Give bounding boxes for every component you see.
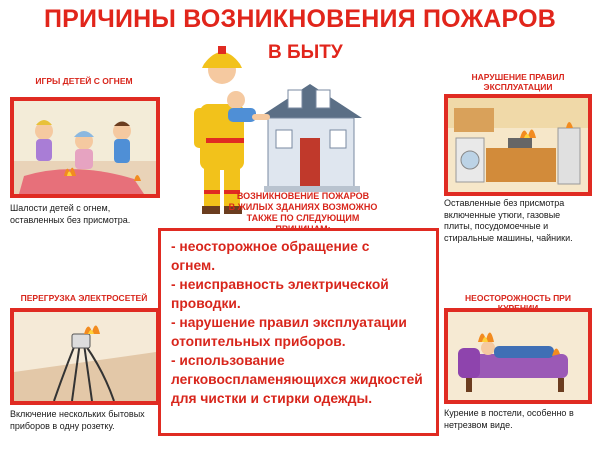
- panel-top-left-title: ИГРЫ ДЕТЕЙ С ОГНЕМ: [35, 76, 133, 86]
- panel-top-left-caption-line: оставленных без присмотра.: [10, 214, 131, 225]
- panel-bottom-right-caption-line: нетрезвом виде.: [444, 419, 513, 430]
- overloaded-socket-illustration: [14, 312, 156, 401]
- house-roof: [258, 84, 362, 118]
- panel-top-right-image: [444, 94, 592, 196]
- panel-top-right-caption-line: Оставленные без присмотра: [444, 198, 565, 208]
- causes-list-line: - использование: [171, 353, 285, 368]
- panel-bottom-right-title: НЕОСТОРОЖНОСТЬ ПРИ: [465, 293, 571, 303]
- panel-top-right-caption-line: включенные утюги, газовые: [444, 209, 561, 220]
- panel-top-left-caption-line: Шалости детей с огнем,: [10, 203, 111, 213]
- children-playing-with-fire-illustration: [14, 101, 156, 194]
- causes-list-line: огнем.: [171, 258, 216, 273]
- panel-bottom-right-image: [444, 308, 592, 404]
- causes-list-line: для чистки и стирки одежды.: [171, 391, 373, 406]
- panel-bottom-right-caption-line: Курение в постели, особенно в: [444, 408, 574, 418]
- panel-bottom-left-image: [10, 308, 160, 405]
- panel-top-left-image: [10, 97, 160, 198]
- causes-list-line: - нарушение правил эксплуатации: [171, 315, 407, 330]
- page-title: ПРИЧИНЫ ВОЗНИКНОВЕНИЯ ПОЖАРОВ: [44, 5, 556, 33]
- child-body: [228, 108, 256, 122]
- kitchen-appliances-fire-illustration: [448, 98, 588, 192]
- panel-bottom-left-title: ПЕРЕГРУЗКА ЭЛЕКТРОСЕТЕЙ: [20, 293, 148, 303]
- causes-list-line: легковоспламеняющихся жидкостей: [171, 372, 423, 387]
- panel-top-right-caption-line: стиральные машины, чайники.: [444, 232, 573, 243]
- panel-bottom-left-caption-line: Включение нескольких бытовых: [10, 409, 145, 419]
- panel-top-right-title-line: НАРУШЕНИЕ ПРАВИЛ ЭКСПЛУАТАЦИИ: [471, 72, 565, 92]
- house-door: [300, 138, 320, 188]
- causes-list-line: - неосторожное обращение с: [171, 239, 370, 254]
- causes-list-box: [158, 228, 439, 436]
- smoking-in-bed-illustration: [448, 312, 588, 400]
- causes-list-line: - неисправность электрической: [171, 277, 389, 292]
- center-heading-line: ТАКЖЕ ПО СЛЕДУЮЩИМ: [246, 213, 360, 223]
- center-heading-line: В ЖИЛЫХ ЗДАНИЯХ ВОЗМОЖНО: [228, 202, 378, 212]
- page-subtitle: В БЫТУ: [268, 42, 343, 63]
- child-head: [227, 91, 245, 109]
- center-heading-line: ВОЗНИКНОВЕНИЕ ПОЖАРОВ: [236, 191, 370, 201]
- panel-bottom-left-caption-line: приборов в одну розетку.: [10, 420, 115, 431]
- causes-list-line: отопительных приборов.: [171, 334, 346, 349]
- panel-top-right-caption-line: плиты, посудомоечные и: [444, 221, 549, 231]
- causes-list-line: проводки.: [171, 296, 241, 311]
- firefighter-helmet: [202, 52, 242, 68]
